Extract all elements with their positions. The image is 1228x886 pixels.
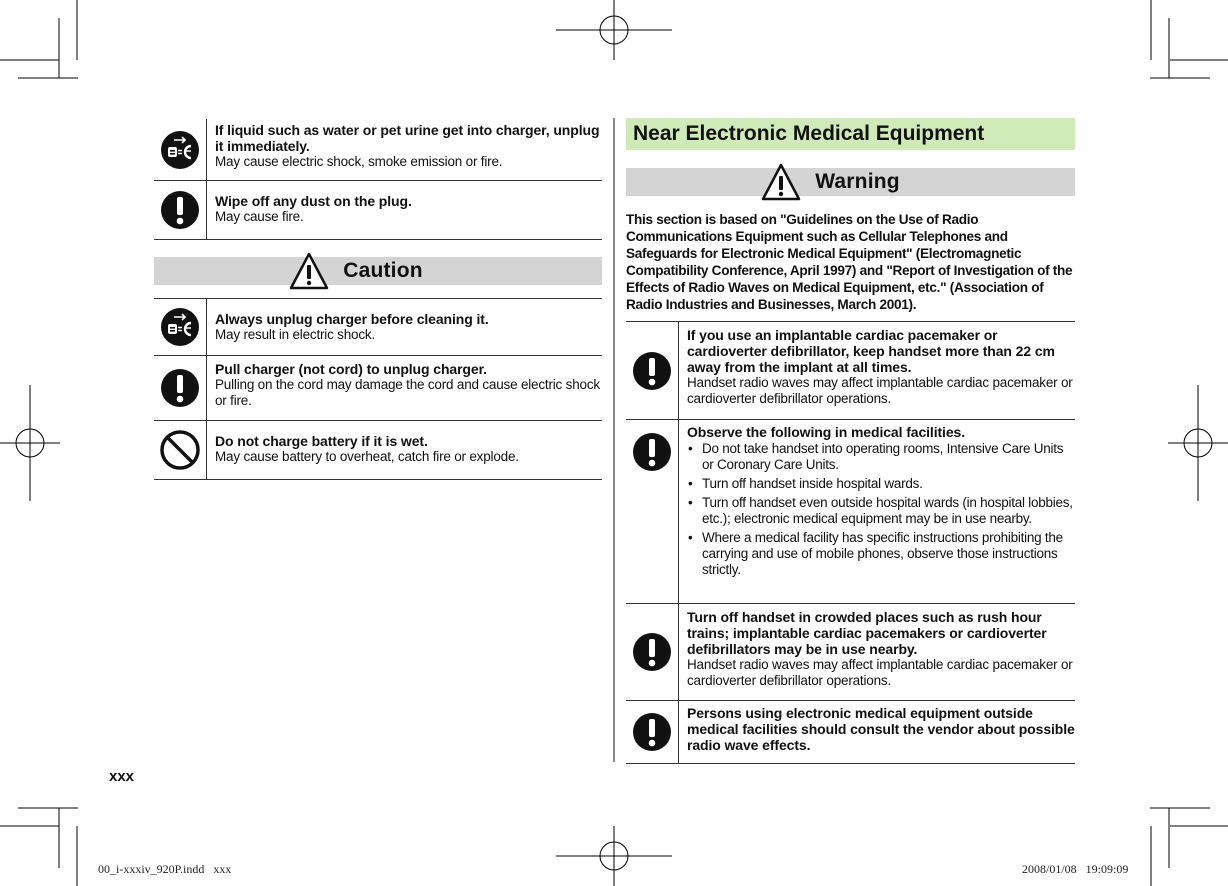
item-heading: Turn off handset in crowded places such as rush hour trains; implantable cardiac pacemakers or cardioverter defibrillators may be in use nearby. — [687, 609, 1047, 657]
left-column — [154, 119, 602, 240]
bullet-item: • Turn off handset inside hospital wards. — [687, 476, 1075, 492]
list-item — [154, 356, 602, 421]
medical-facility-rules — [687, 441, 1075, 578]
left-column-lower — [154, 298, 602, 480]
list-item — [626, 420, 1075, 604]
right-column — [626, 321, 1075, 764]
warning-banner — [626, 168, 1075, 196]
page-number: xxx — [109, 768, 135, 785]
item-description: Handset radio waves may affect implantable cardiac pacemaker or cardioverter defibrillator operations. — [687, 375, 1073, 406]
item-description: May cause fire. — [215, 209, 304, 224]
caution-banner — [154, 257, 602, 285]
item-heading: If liquid such as water or pet urine get into charger, unplug it immediately. — [215, 122, 600, 154]
list-item — [626, 322, 1075, 420]
list-item — [626, 604, 1075, 701]
item-heading: Observe the following in medical facilities. — [687, 424, 966, 440]
item-description: Handset radio waves may affect implantable cardiac pacemaker or cardioverter defibrillator operations. — [687, 657, 1073, 688]
bullet-item: • Turn off handset even outside hospital wards (in hospital lobbies, etc.); electronic medical equipment may be in use nearby. — [687, 495, 1075, 527]
warning-triangle-icon — [761, 163, 801, 201]
item-description: Pulling on the cord may damage the cord and cause electric shock or fire. — [215, 377, 600, 408]
mandatory-icon — [626, 701, 679, 763]
slug-filename: 00_i-xxxiv_920P.indd xxx — [98, 862, 232, 876]
item-heading: Persons using electronic medical equipment outside medical facilities should consult the vendor about possible radio wave effects. — [687, 705, 1075, 753]
warning-label: Warning — [815, 170, 900, 193]
bullet-item: • Where a medical facility has specific instructions prohibiting the carrying and use of mobile phones, observe those instructions strictly. — [687, 530, 1075, 578]
item-description: May cause battery to overheat, catch fire or explode. — [215, 449, 519, 464]
mandatory-icon — [626, 604, 679, 700]
item-heading: If you use an implantable cardiac pacemaker or cardioverter defibrillator, keep handset more than 22 cm away from the implant at all times. — [687, 327, 1055, 375]
bullet-item: • Do not take handset into operating rooms, Intensive Care Units or Coronary Care Units. — [687, 441, 1075, 473]
list-item — [154, 421, 602, 480]
intro-paragraph: This section is based on "Guidelines on the Use of Radio Communications Equipment such as Cellular Telephones and Safeguards for Electronic Medical Equipment" (Electromagnetic Compatibility Conference, April 1997) and "Report of Investigation of the Effects of Radio Waves on Medical Equipment, etc." (Association of Radio Industries and Businesses, March 2001). — [626, 212, 1073, 312]
item-description: May result in electric shock. — [215, 327, 376, 342]
item-heading: Always unplug charger before cleaning it. — [215, 311, 489, 327]
list-item — [154, 299, 602, 356]
unplug-icon — [154, 299, 207, 355]
item-heading: Wipe off any dust on the plug. — [215, 193, 412, 209]
mandatory-icon — [626, 322, 679, 419]
item-description: May cause electric shock, smoke emission or fire. — [215, 154, 503, 169]
caution-label: Caution — [343, 259, 423, 282]
list-item — [154, 181, 602, 240]
unplug-icon — [154, 119, 207, 180]
prohibited-icon — [154, 421, 207, 479]
mandatory-icon — [626, 420, 679, 603]
mandatory-icon — [154, 181, 207, 239]
item-heading: Do not charge battery if it is wet. — [215, 433, 428, 449]
warning-triangle-icon — [289, 252, 329, 290]
section-title-text: Near Electronic Medical Equipment — [633, 122, 985, 145]
list-item — [154, 119, 602, 181]
list-item — [626, 701, 1075, 764]
slug-timestamp: 2008/01/08 19:09:09 — [1022, 862, 1129, 876]
item-heading: Pull charger (not cord) to unplug charger. — [215, 361, 487, 377]
section-title — [626, 118, 1075, 150]
mandatory-icon — [154, 356, 207, 420]
